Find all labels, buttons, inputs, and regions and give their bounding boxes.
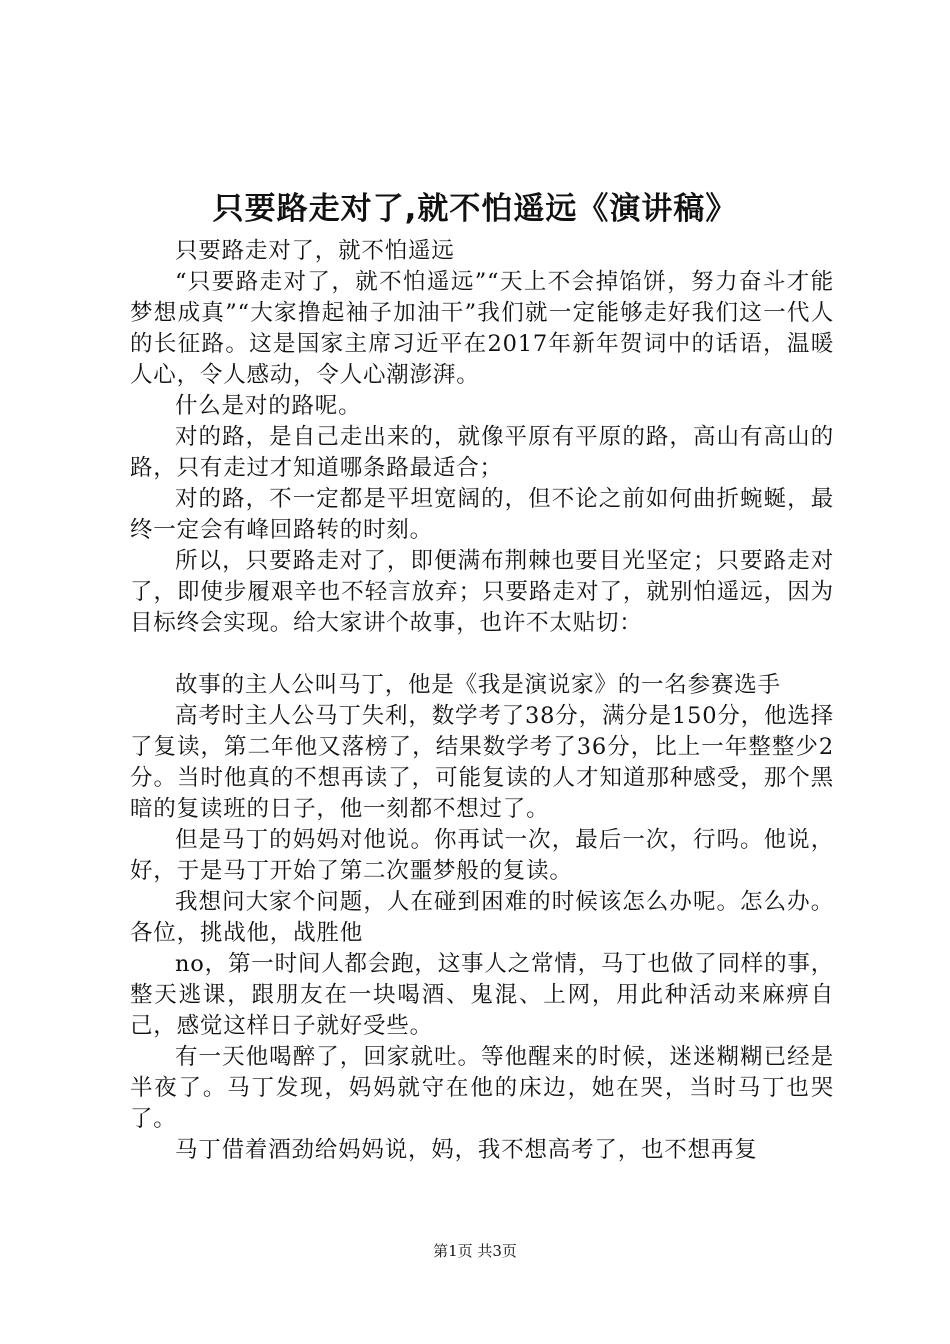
paragraph: 只要路走对了，就不怕遥远	[175, 238, 455, 264]
paragraph: “只要路走对了，就不怕遥远”“天上不会掉馅饼，努力奋斗才能梦想成真”“大家撸起袖子加油干”我们就一定能够走好我们这一代人的长征路。这是国家主席习近平在2017年新年贺词中的话语，温暖人心，令人感动，令人心潮澎湃。	[130, 269, 834, 388]
paragraph: 马丁借着酒劲给妈妈说，妈，我不想高考了，也不想再复	[175, 1137, 758, 1163]
paragraph: 什么是对的路呢。	[175, 393, 362, 419]
paragraph: 所以，只要路走对了，即便满布荆棘也要目光坚定；只要路走对了，即使步履艰辛也不轻言放弃；只要路走对了，就别怕遥远，因为目标终会实现。给大家讲个故事，也许不太贴切：	[130, 548, 834, 636]
paragraph: no，第一时间人都会跑，这事人之常情，马丁也做了同样的事，整天逃课，跟朋友在一块喝酒、鬼混、上网，用此种活动来麻痹自己，感觉这样日子就好受些。	[130, 951, 834, 1039]
paragraph: 有一天他喝醉了，回家就吐。等他醒来的时候，迷迷糊糊已经是半夜了。马丁发现，妈妈就守在他的床边，她在哭，当时马丁也哭了。	[130, 1044, 834, 1132]
paragraph: 我想问大家个问题，人在碰到困难的时候该怎么办呢。怎么办。各位，挑战他，战胜他	[130, 889, 834, 946]
paragraph: 对的路，是自己走出来的，就像平原有平原的路，高山有高山的路，只有走过才知道哪条路最适合；	[130, 424, 834, 481]
page-footer: 第1页 共3页	[433, 1242, 517, 1260]
document-body	[130, 236, 834, 1166]
paragraph: 故事的主人公叫马丁，他是《我是演说家》的一名参赛选手	[175, 672, 781, 698]
paragraph: 对的路，不一定都是平坦宽阔的，但不论之前如何曲折蜿蜒，最终一定会有峰回路转的时刻。	[130, 486, 834, 543]
document-title: 只要路走对了,就不怕遥远《演讲稿》	[212, 191, 738, 227]
paragraph: 高考时主人公马丁失利，数学考了38分，满分是150分，他选择了复读，第二年他又落榜了，结果数学考了36分，比上一年整整少2分。当时他真的不想再读了，可能复读的人才知道那种感受，那个黑暗的复读班的日子，他一刻都不想过了。	[130, 703, 834, 822]
paragraph: 但是马丁的妈妈对他说。你再试一次，最后一次，行吗。他说，好，于是马丁开始了第二次噩梦般的复读。	[130, 827, 834, 884]
